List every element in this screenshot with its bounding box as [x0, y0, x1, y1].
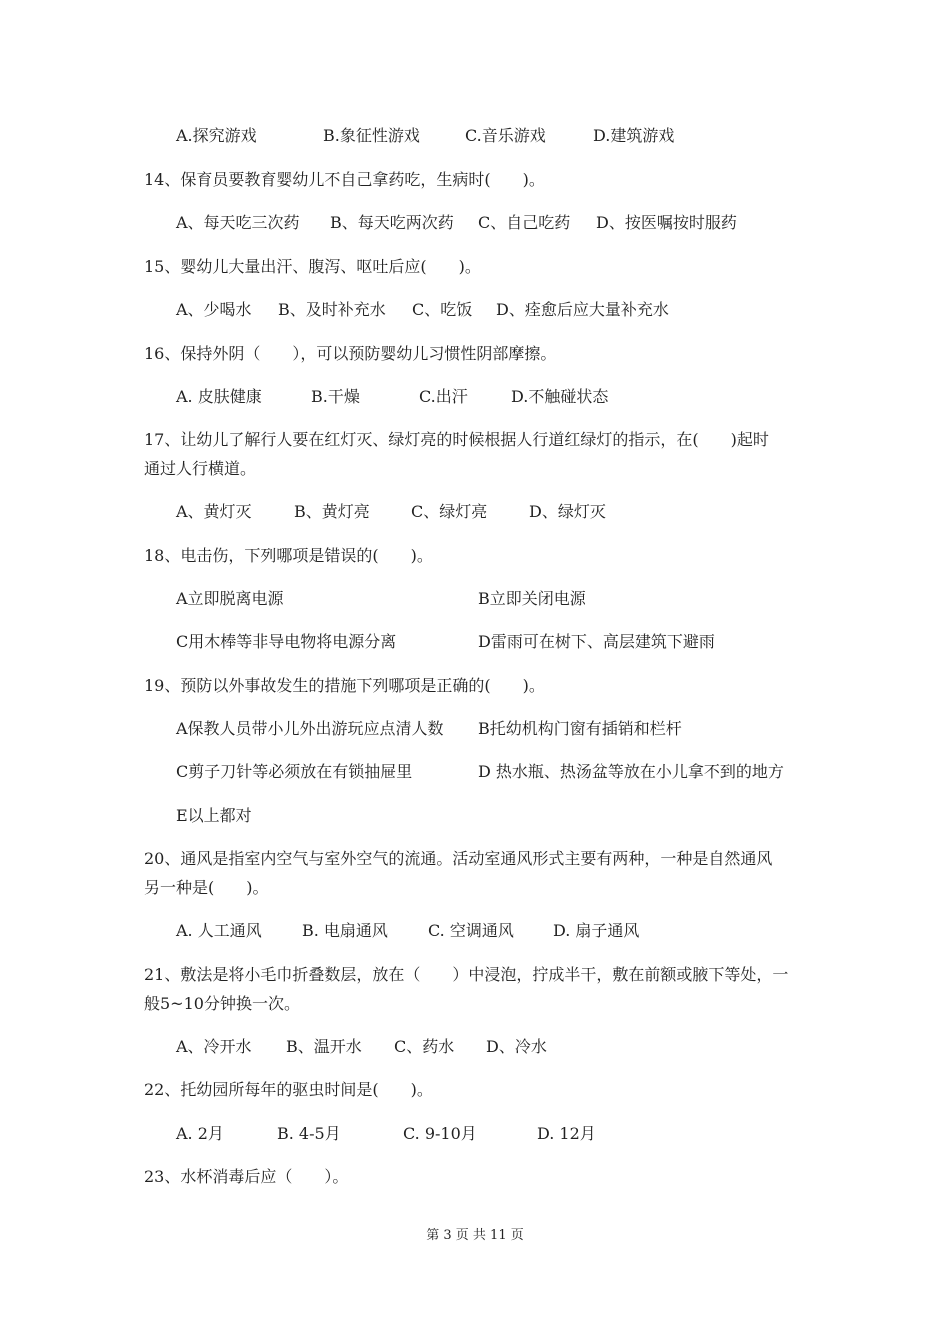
page-number: 第 3 页 共 11 页	[426, 1228, 524, 1243]
option-a: A、黄灯灭	[176, 502, 252, 521]
option-d: D. 扇子通风	[553, 921, 640, 940]
option-a: A保教人员带小儿外出游玩应点清人数	[176, 719, 444, 738]
option-c: C. 9-10月	[403, 1124, 477, 1143]
option-e: E以上都对	[176, 806, 252, 825]
option-a: A、冷开水	[176, 1037, 252, 1056]
option-d: D、冷水	[486, 1037, 547, 1056]
option-b: B托幼机构门窗有插销和栏杆	[478, 719, 682, 738]
question-stem: 14、保育员要教育婴幼儿不自己拿药吃，生病时( )。	[144, 170, 545, 189]
option-d: D 热水瓶、热汤盆等放在小儿拿不到的地方	[478, 762, 784, 781]
option-a: A. 皮肤健康	[176, 387, 262, 406]
option-c: C.音乐游戏	[465, 126, 546, 145]
option-a: A立即脱离电源	[176, 589, 284, 608]
option-c: C、绿灯亮	[411, 502, 488, 521]
option-c: C、自己吃药	[478, 213, 571, 232]
question-stem: 21、敷法是将小毛巾折叠数层，放在（ ）中浸泡，拧成半干，敷在前额或腋下等处，一	[144, 965, 789, 984]
question-stem: 20、通风是指室内空气与室外空气的流通。活动室通风形式主要有两种，一种是自然通风	[144, 849, 773, 868]
option-b: B、每天吃两次药	[330, 213, 454, 232]
option-c: C、吃饭	[412, 300, 473, 319]
option-a: A、少喝水	[176, 300, 252, 319]
page-footer	[0, 1228, 950, 1244]
question-stem: 22、托幼园所每年的驱虫时间是( )。	[144, 1080, 433, 1099]
question-stem-cont: 另一种是( )。	[144, 878, 269, 897]
question-stem-cont: 通过人行横道。	[144, 459, 257, 478]
question-stem: 23、水杯消毒后应（ ）。	[144, 1167, 349, 1186]
option-b: B、及时补充水	[278, 300, 386, 319]
option-b: B.象征性游戏	[323, 126, 420, 145]
option-c: C用木棒等非导电物将电源分离	[176, 632, 397, 651]
option-c: C. 空调通风	[428, 921, 514, 940]
option-d: D.不触碰状态	[511, 387, 609, 406]
option-c: C.出汗	[419, 387, 468, 406]
question-stem: 17、让幼儿了解行人要在红灯灭、绿灯亮的时候根据人行道红绿灯的指示，在( )起时	[144, 430, 769, 449]
option-c: C、药水	[394, 1037, 455, 1056]
option-b: B. 4-5月	[277, 1124, 341, 1143]
option-d: D、绿灯灭	[529, 502, 606, 521]
option-d: D、按医嘱按时服药	[596, 213, 737, 232]
option-a: A. 2月	[176, 1124, 224, 1143]
option-a: A.探究游戏	[176, 126, 257, 145]
option-a: A. 人工通风	[176, 921, 262, 940]
option-b: B立即关闭电源	[478, 589, 586, 608]
question-stem: 16、保持外阴（ ），可以预防婴幼儿习惯性阴部摩擦。	[144, 344, 557, 363]
option-d: D雷雨可在树下、高层建筑下避雨	[478, 632, 715, 651]
option-a: A、每天吃三次药	[176, 213, 300, 232]
option-d: D、痊愈后应大量补充水	[496, 300, 669, 319]
question-stem: 15、婴幼儿大量出汗、腹泻、呕吐后应( )。	[144, 257, 481, 276]
option-c: C剪子刀针等必须放在有锁抽屉里	[176, 762, 413, 781]
question-stem-cont: 般5~10分钟换一次。	[144, 994, 300, 1013]
question-stem: 19、预防以外事故发生的措施下列哪项是正确的( )。	[144, 676, 545, 695]
option-d: D.建筑游戏	[593, 126, 675, 145]
option-d: D. 12月	[537, 1124, 596, 1143]
option-b: B、黄灯亮	[294, 502, 370, 521]
option-b: B、温开水	[286, 1037, 362, 1056]
question-stem: 18、电击伤，下列哪项是错误的( )。	[144, 546, 433, 565]
option-b: B.干燥	[311, 387, 360, 406]
option-b: B. 电扇通风	[302, 921, 388, 940]
